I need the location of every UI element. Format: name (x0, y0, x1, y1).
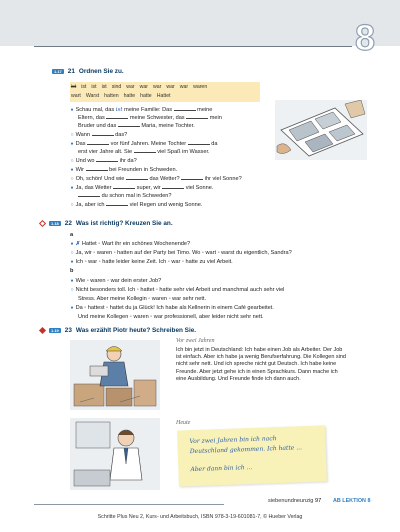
answer-blank[interactable] (181, 175, 203, 180)
exercise-22-header (40, 220, 173, 227)
caption-now: Heute (176, 420, 191, 426)
choice-line: Und meine Kollegen ◦ waren ◦ war professionell, aber leider nicht sehr nett. (78, 314, 264, 320)
handwritten-note (177, 425, 327, 486)
header-rule (34, 46, 352, 47)
speaker-circle: ○ (70, 158, 74, 164)
speaker-dot: ● (70, 185, 74, 191)
word-row-1 (71, 84, 207, 90)
answer-blank[interactable] (186, 114, 208, 119)
word-item: war (126, 84, 135, 90)
answer-blank[interactable] (162, 184, 184, 189)
dialogue-line: ● Das vor fünf Jahren. Meine Tochter da (70, 141, 218, 147)
exercise-title: Ordnen Sie zu. (78, 68, 124, 75)
header-band (0, 0, 400, 46)
answer-blank[interactable] (87, 140, 109, 145)
choice-line: ● Wie ◦ waren ◦ war dein erster Job? (70, 278, 162, 284)
caption-past: Vor zwei Jahren (176, 338, 215, 344)
answer-blank[interactable] (113, 184, 135, 189)
answer-blank[interactable] (174, 106, 196, 111)
exercise-title: Was erzählt Piotr heute? Schreiben Sie. (75, 327, 197, 334)
word-item: war (166, 84, 175, 90)
word-item: hatte (140, 93, 152, 99)
note-line: Aber dann bin ich ... (190, 464, 253, 474)
office-worker-illustration (70, 418, 160, 490)
past-story: Ich bin jetzt in Deutschland: Ich habe einen Job als Arbeiter. Der Job ist einfach. Aber ich habe ja wenig Berufserfahrung. Die Kollegen sind nicht sehr nett. Und ich spreche nicht gut Deutsch. Ich habe keine Freunde. Aber jetzt gehe ich in einen Sprachkurs. Dann mache ich eine Ausbildung. Und Freunde finde ich dann auch. (176, 347, 346, 382)
dialogue-line: ● Wir bei Freunden in Schweden. (70, 167, 178, 173)
word-item: Warst (85, 93, 100, 99)
speaker-dot: ● (70, 305, 74, 311)
exercise-21-header (52, 68, 124, 75)
word-item: wart (71, 93, 81, 99)
speaker-circle: ○ (70, 250, 74, 256)
word-item: ist (101, 84, 107, 90)
answer-blank[interactable] (78, 192, 100, 197)
exercise-number: 22 (64, 220, 72, 227)
speaker-circle: ○ (70, 132, 74, 138)
speaker-dot: ● (70, 259, 74, 265)
note-line: Deutschland gekommen. Ich hatte ... (189, 444, 303, 456)
audio-badge: 1.17 (54, 69, 62, 74)
dialogue-line: ● Ja, das Wetter super, wir viel Sonne. (70, 185, 214, 191)
dialogue-line: ○ Wann das? (70, 132, 128, 138)
handwritten-answer: ist (115, 107, 123, 113)
word-item: war (153, 84, 162, 90)
footer-page-word: siebenundneunzig 97 (268, 498, 322, 504)
speaker-dot: ● (70, 167, 74, 173)
answer-blank[interactable] (92, 131, 114, 136)
exercise-title: Was ist richtig? Kreuzen Sie an. (75, 220, 173, 227)
choice-line: ● Da ◦ hattest ◦ hattet du ja Glück! Ich habe als Kellnerin in einem Café gearbeitet. (70, 305, 274, 311)
audio-badge: 1.19 (51, 328, 59, 333)
footer-rule (34, 504, 224, 505)
answer-blank[interactable] (134, 148, 156, 153)
worker-drawing (70, 340, 160, 410)
word-item: ist (81, 84, 87, 90)
answer-blank[interactable] (106, 114, 128, 119)
exercise-number: 23 (64, 327, 72, 334)
choice-line: ● ✗ Hattet ◦ Wart ihr ein schönes Wochenende? (70, 241, 191, 247)
answer-blank[interactable] (86, 166, 108, 171)
copyright-line: Schritte Plus Neu 2, Kurs- und Arbeitsbuch, ISBN 978-3-19-601081-7, © Hueber Verlag (97, 514, 303, 520)
word-item: Hattet (156, 93, 171, 99)
word-item: waren (193, 84, 208, 90)
worker-illustration (70, 340, 160, 410)
subpart-letter: a (70, 232, 74, 238)
word-item: sind (111, 84, 122, 90)
photo-album-illustration (275, 100, 367, 160)
answer-blank[interactable] (188, 140, 210, 145)
difficulty-diamond-icon (39, 220, 46, 227)
choice-line: ○ Nicht besonders toll. Ich ◦ hattet ◦ hatte sehr viel Arbeit und manchmal auch sehr viel (70, 287, 285, 293)
word-item: ist (91, 84, 97, 90)
dialogue-line: Bruder und das Maria, meine Tochter. (78, 123, 195, 129)
dialogue-line: ○ Oh, schön! Und wie das Wetter? ihr viel Sonne? (70, 176, 242, 182)
answer-blank[interactable] (96, 157, 118, 162)
choice-line: ○ Ja, wir ◦ waren ◦ hatten auf der Party bei Timo. Wo ◦ wart ◦ warst du eigentlich, Sandra? (70, 250, 292, 256)
exercise-23-header (40, 327, 196, 334)
answer-blank[interactable] (118, 122, 140, 127)
exercise-number: 21 (67, 68, 75, 75)
speaker-dot: ● (70, 241, 74, 247)
dialogue-line: ○ Ja, aber ich viel Regen und wenig Sonne. (70, 202, 203, 208)
difficulty-diamond-icon (39, 327, 46, 334)
speaker-circle: ○ (70, 176, 74, 182)
dialogue-line: du schon mal in Schweden? (78, 192, 172, 200)
audio-badge: 1.18 (51, 221, 59, 226)
lesson-number: 8 (354, 17, 376, 58)
choice-line: Stress. Aber meine Kollegin ◦ waren ◦ war sehr nett. (78, 296, 207, 302)
checked-mark-icon[interactable]: ✗ (75, 241, 81, 247)
speaker-dot: ● (70, 278, 74, 284)
speaker-circle: ○ (70, 287, 74, 293)
choice-line: ● Ich ◦ war ◦ hatte leider keine Zeit. Ich ◦ war ◦ hatte zu viel Arbeit. (70, 259, 233, 265)
word-item: hatte (123, 93, 136, 99)
answer-blank[interactable] (126, 175, 148, 180)
word-item: war (139, 84, 148, 90)
photo-album-drawing (275, 100, 367, 160)
word-item: hatten (104, 93, 119, 99)
word-struck: ist (71, 84, 77, 90)
dialogue-line: ● Schau mal, das ist meine Familie: Das meine (70, 107, 213, 113)
word-row-2 (71, 93, 171, 99)
answer-blank[interactable] (106, 201, 128, 206)
speaker-dot: ● (70, 107, 74, 113)
footer-section: AB LEKTION 8 (333, 498, 371, 504)
dialogue-line: ○ Und wo ihr da? (70, 158, 137, 164)
dialogue-line: Eltern, das meine Schwester, das mein (78, 115, 222, 121)
note-line: Vor zwei Jahren bin ich nach (189, 435, 277, 446)
speaker-dot: ● (70, 141, 74, 147)
subpart-letter: b (70, 268, 74, 274)
word-item: war (179, 84, 189, 90)
office-worker-drawing (70, 418, 160, 490)
speaker-circle: ○ (70, 202, 74, 208)
dialogue-line: erst vier Jahre alt. Sie viel Spaß im Wasser. (78, 149, 210, 155)
